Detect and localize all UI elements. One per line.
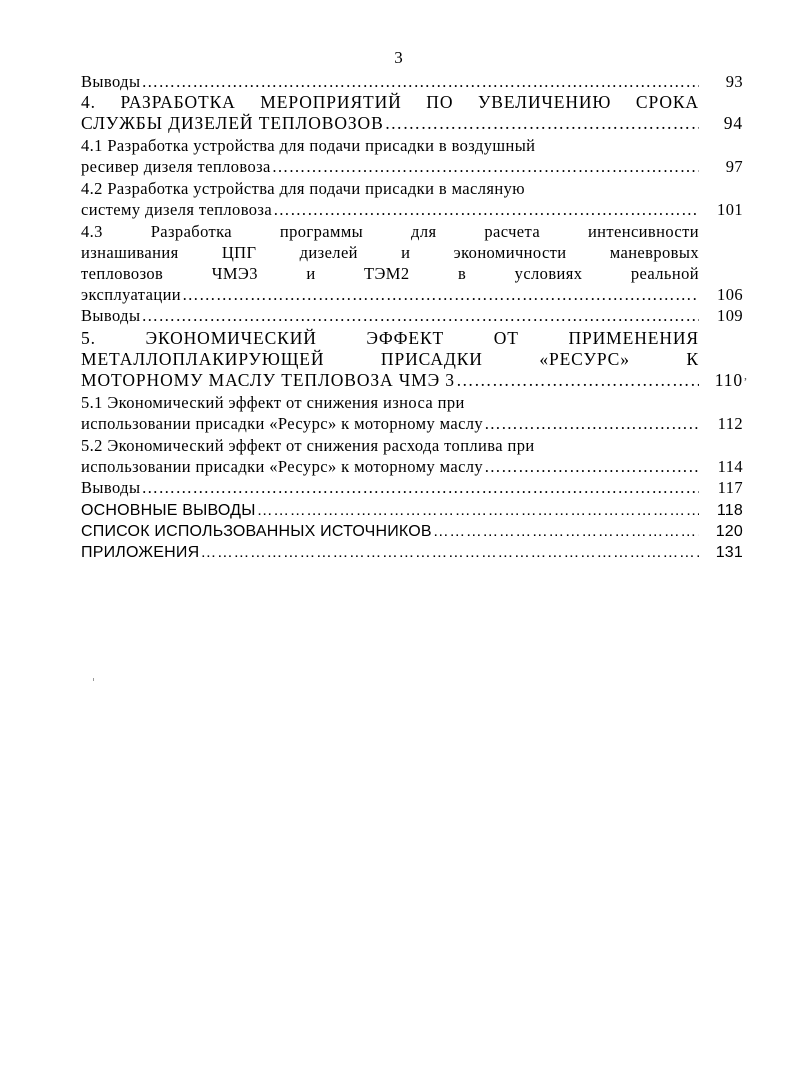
toc-page-number: 117 [717,478,743,497]
toc-entry-4-3 [81,284,743,305]
toc-heading-chapter-4-line-1 [81,92,743,113]
dot-leader [140,477,699,498]
entry-word: ЧМЭ3 [211,264,258,283]
toc-entry-4-3-line-2 [81,242,743,263]
entry-word: условиях [514,264,583,283]
toc-heading-chapter-5-line-1 [81,328,743,349]
page-number: 3 [394,48,403,67]
toc-entry-title: использовании присадки «Ресурс» к моторному маслу [81,457,484,476]
toc-entry-title: Выводы [81,478,141,497]
toc-entry-conclusions-5 [81,477,743,498]
heading-word: СРОКА [635,92,699,112]
dot-leader [272,199,699,220]
toc-entry-title: Выводы [81,306,141,325]
toc-entry-title: 4.2 Разработка устройства для подачи присадки в масляную [81,179,525,198]
toc-entry-title: ПРИЛОЖЕНИЯ [81,544,200,561]
entry-word: в [458,264,467,283]
entry-word: программы [279,222,364,241]
toc-entry-conclusions-3 [81,71,743,92]
entry-word: интенсивности [587,222,699,241]
toc-entry-title: эксплуатации [81,285,182,304]
scan-speck [93,678,94,681]
toc-page-number: 110 [714,370,743,390]
toc-entry-title: ОСНОВНЫЕ ВЫВОДЫ [81,502,256,519]
toc-page-number: 131 [715,544,743,561]
entry-word: ЦПГ [221,243,257,262]
dot-leader [181,284,699,305]
toc-entry-conclusions-4 [81,305,743,326]
entry-word: Разработка [150,222,233,241]
dot-leader [483,456,699,477]
toc-page-number: 120 [715,523,743,540]
toc-entry-references [81,521,743,542]
dot-leader [483,413,699,434]
toc-entry-chapter-5 [81,370,743,391]
toc-heading-chapter-5-line-2 [81,349,743,370]
toc-entry-title: 5.2 Экономический эффект от снижения расхода топлива при [81,436,535,455]
heading-word: ЭФФЕКТ [366,328,445,348]
toc-entry-title: СЛУЖБЫ ДИЗЕЛЕЙ ТЕПЛОВОЗОВ [81,113,384,133]
dot-leader [140,305,699,326]
toc-entry-title: использовании присадки «Ресурс» к моторному маслу [81,414,484,433]
heading-word: ПРИМЕНЕНИЯ [568,328,699,348]
heading-word: 4. [81,92,96,112]
heading-word: ПРИСАДКИ [380,349,483,369]
heading-word: 5. [81,328,96,348]
toc-entry-title: СПИСОК ИСПОЛЬЗОВАННЫХ ИСТОЧНИКОВ [81,523,432,540]
entry-word: для [411,222,437,241]
toc-entry-title: Выводы [81,72,141,91]
dot-leader [432,521,699,542]
entry-word: расчета [484,222,541,241]
toc-entry-5-2 [81,456,743,477]
toc-entry-5-1-line-1 [81,392,743,413]
toc-entry-4-3-line-1 [81,221,743,242]
toc-entry-4-1 [81,156,743,177]
toc-entry-4-2-line-1 [81,178,743,199]
heading-word: ПО [426,92,454,112]
entry-word: и [401,243,411,262]
toc-page-number: 112 [717,414,743,433]
heading-word: РАЗРАБОТКА [120,92,236,112]
toc-page-number: 94 [723,113,743,133]
toc-entry-5-1 [81,413,743,434]
toc-entry-main-conclusions [81,500,743,521]
toc-page-number: 118 [716,502,743,519]
table-of-contents [81,71,743,563]
entry-word: 4.3 [81,222,103,241]
heading-word: УВЕЛИЧЕНИЮ [477,92,612,112]
dot-leader [256,500,699,521]
entry-word: дизелей [299,243,358,262]
toc-entry-title: 4.1 Разработка устройства для подачи присадки в воздушный [81,136,536,155]
toc-entry-title: МОТОРНОМУ МАСЛУ ТЕПЛОВОЗА ЧМЭ 3 [81,370,455,390]
toc-page-number: 114 [717,457,743,476]
heading-word: ЭКОНОМИЧЕСКИЙ [145,328,317,348]
entry-word: экономичности [453,243,567,262]
heading-word: МЕРОПРИЯТИЙ [260,92,402,112]
entry-word: ТЭМ2 [364,264,410,283]
entry-word: изнашивания [81,243,179,262]
toc-entry-4-1-line-1 [81,135,743,156]
dot-leader [455,370,699,391]
dot-leader [384,113,699,134]
toc-entry-title: 5.1 Экономический эффект от снижения износа при [81,393,465,412]
scan-mark: , [744,368,747,382]
entry-word: реальной [630,264,699,283]
dot-leader [271,156,699,177]
entry-word: и [306,264,316,283]
heading-word: МЕТАЛЛОПЛАКИРУЮЩЕЙ [81,349,325,369]
entry-word: тепловозов [81,264,164,283]
toc-page-number: 97 [725,157,743,176]
toc-entry-title: систему дизеля тепловоза [81,200,273,219]
toc-page-number: 101 [717,200,743,219]
toc-entry-5-2-line-1 [81,435,743,456]
dot-leader [140,71,699,92]
toc-page-number: 93 [725,72,743,91]
heading-word: ОТ [493,328,519,348]
toc-entry-title: ресивер дизеля тепловоза [81,157,271,176]
toc-entry-4-3-line-3 [81,263,743,284]
toc-entry-chapter-4 [81,113,743,134]
entry-word: маневровых [609,243,699,262]
heading-word: К [686,349,699,369]
toc-page-number: 109 [717,306,743,325]
heading-word: «РЕСУРС» [539,349,630,369]
toc-entry-4-2 [81,199,743,220]
toc-page-number: 106 [717,285,743,304]
toc-entry-appendices [81,542,743,563]
dot-leader [199,542,699,563]
